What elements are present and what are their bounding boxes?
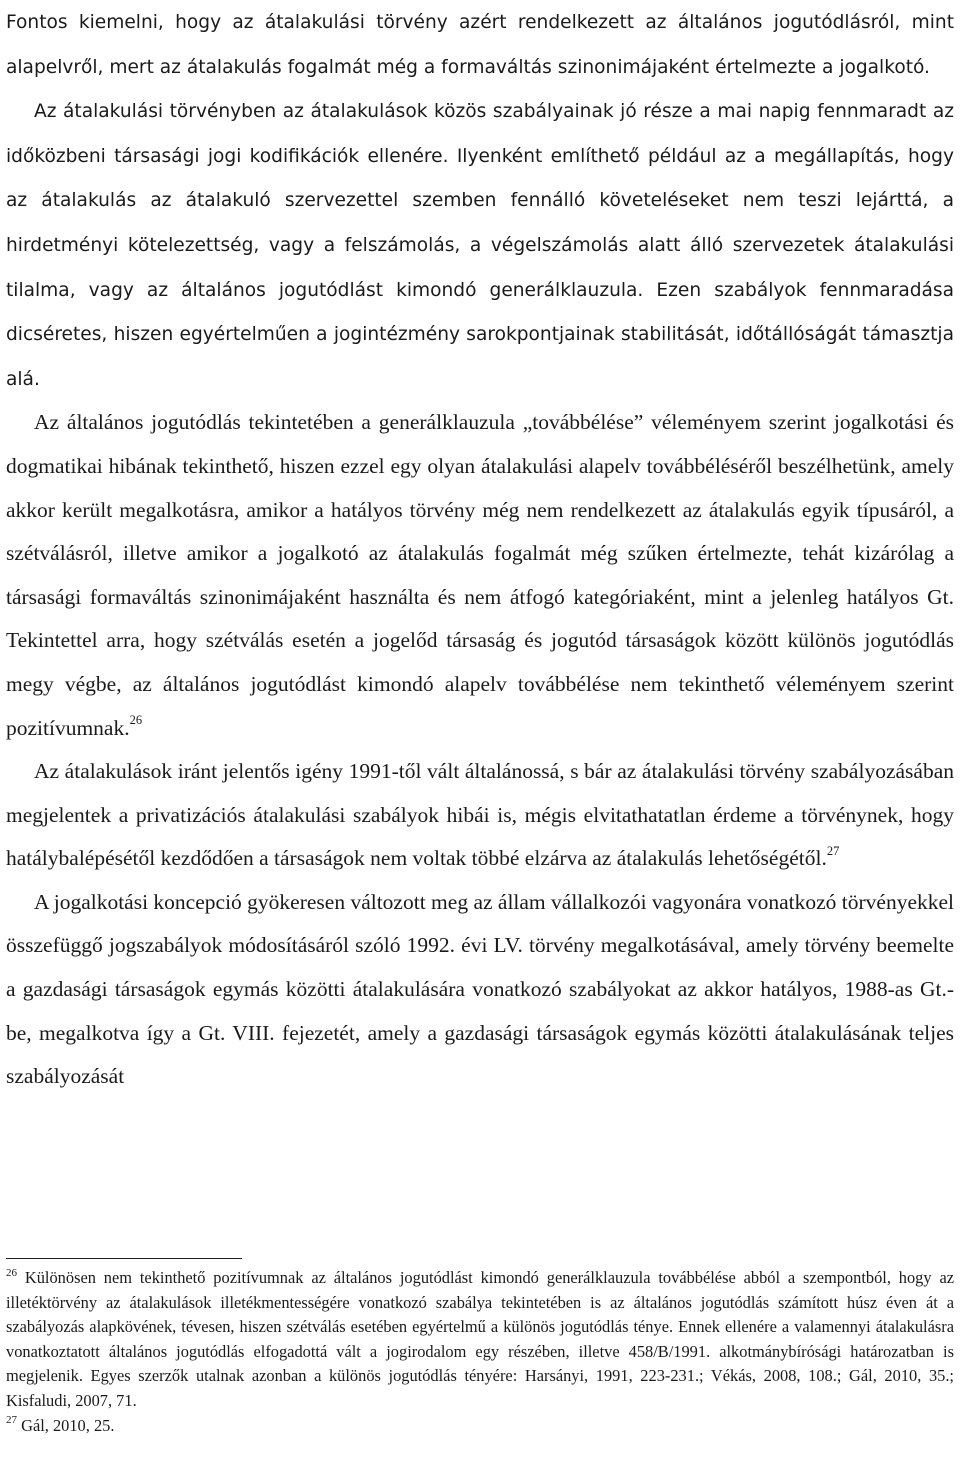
paragraph-text: Az átalakulási törvényben az átalakulások közös szabályainak jó része a mai napig fennmaradt az időközbeni társasági jogi kodifikációk ellenére. — [6, 101, 954, 167]
footnote-reference[interactable]: 27 — [826, 844, 840, 859]
footnote-26 — [6, 1266, 954, 1414]
paragraph-text: Az általános jogutódlás tekintetében a generálklauzula „továbbélése” véleményem szerint jogalkotási és dogmatikai hibának tekinthető, hiszen ezzel egy olyan átalakulási alapelv továbbéléséről beszélhetünk, amely akkor került megalkotásra, amikor a hatályos törvény még nem rendelkezett az átalakulás egyik típusáról, a szétválásról, illetve amikor a jogalkotó az átalakulás fogalmát még szűken értelmezte, tehát kizárólag a társasági formaváltás szinonimájaként használta és nem átfogó kategóriaként, mint a jelenleg hatályos Gt. Tekintettel arra, hogy szétválás esetén a jogelőd társaság és jogutód társaságok között különös jogutódlás megy végbe, az általános jogutódlást kimondó alapelv továbbélése nem tekinthető véleményem szerint pozitívumnak. — [6, 410, 954, 740]
paragraph-2 — [6, 89, 954, 401]
footnote-reference[interactable]: 26 — [129, 713, 143, 728]
paragraph-text: Az átalakulások iránt jelentős igény 1991-től vált általánossá, s bár az átalakulási törvény szabályozásában megjelentek a privatizációs átalakulási szabályok hibái is, mégis elvitathatatlan érdeme a törvénynek, hogy hatálybalépésétől kezdődően a társaságok nem voltak többé elzárva az átalakulás lehetőségétől. — [6, 759, 954, 871]
footnote-27 — [6, 1414, 954, 1439]
paragraph-text: Ilyenként említhető például az a megállapítás, hogy az átalakulás az átalakuló szervezettel szemben fennálló követeléseket nem teszi lejárttá, a hirdetményi kötelezettség, vagy a felszámolás, a végelszámolás alatt álló szervezetek átalakulási tilalma, vagy az általános jogutódlást kimondó generálklauzula. Ezen szabályok fennmaradása dicséretes, hiszen egyértelműen a jogintézmény sarokpontjainak stabilitását, időtállóságát támasztja alá. — [6, 145, 954, 390]
paragraph-text: Fontos kiemelni, hogy az átalakulási törvény azért rendelkezett az általános jogutódlásról, mint alapelvről, mert az átalakulás fogalmát még a formaváltás szinonimájaként értelmezte a jogalkotó. — [6, 12, 954, 78]
paragraph-4 — [6, 750, 954, 881]
footnote-text: Különösen nem tekinthető pozitívumnak az általános jogutódlást kimondó generálklauzula továbbélése abból a szempontból, hogy az illetéktörvény az átalakulások illetékmentességére vonatkozó szabálya tekintetében is az általános jogutódlás számított húsz éven át a szabályozás alapkövének, tévesen, hiszen szétválás esetében egyértelmű a különös jogutódlás ténye. Ennek ellenére a valamennyi átalakulásra vonatkoztatott általános jogutódlás elfogadottá vált a jogirodalom egy részében, illetve 458/B/1991. alkotmánybírósági határozatban is megjelenik. Egyes szerzők utalnak azonban a különös jogutódlás tényére: Harsányi, 1991, 223-231.; Vékás, 2008, 108.; Gál, 2010, 35.; Kisfaludi, 2007, 71. — [6, 1268, 954, 1410]
footnote-text: Gál, 2010, 25. — [21, 1415, 115, 1435]
footnotes — [6, 1266, 954, 1438]
paragraph-text: A jogalkotási koncepció gyökeresen változott meg az állam vállalkozói vagyonára vonatkozó törvényekkel összefüggő jogszabályok módosításáról szóló 1992. évi LV. törvény megalkotásával, amely törvény beemelte a gazdasági társaságok egymás közötti átalakulására vonatkozó szabályokat az akkor hatályos, 1988-as Gt.-be, megalkotva így a Gt. VIII. fejezetét, amely a gazdasági társaságok egymás közötti átalakulásának teljes szabályozását — [6, 889, 955, 1089]
body-text — [6, 0, 954, 1099]
paragraph-3 — [6, 401, 954, 750]
document-page — [6, 0, 955, 1435]
footnote-number: 27 — [6, 1414, 17, 1427]
footnote-number: 26 — [6, 1266, 17, 1279]
footnote-separator — [6, 1258, 242, 1259]
paragraph-1 — [6, 0, 954, 89]
paragraph-5 — [6, 881, 954, 1099]
